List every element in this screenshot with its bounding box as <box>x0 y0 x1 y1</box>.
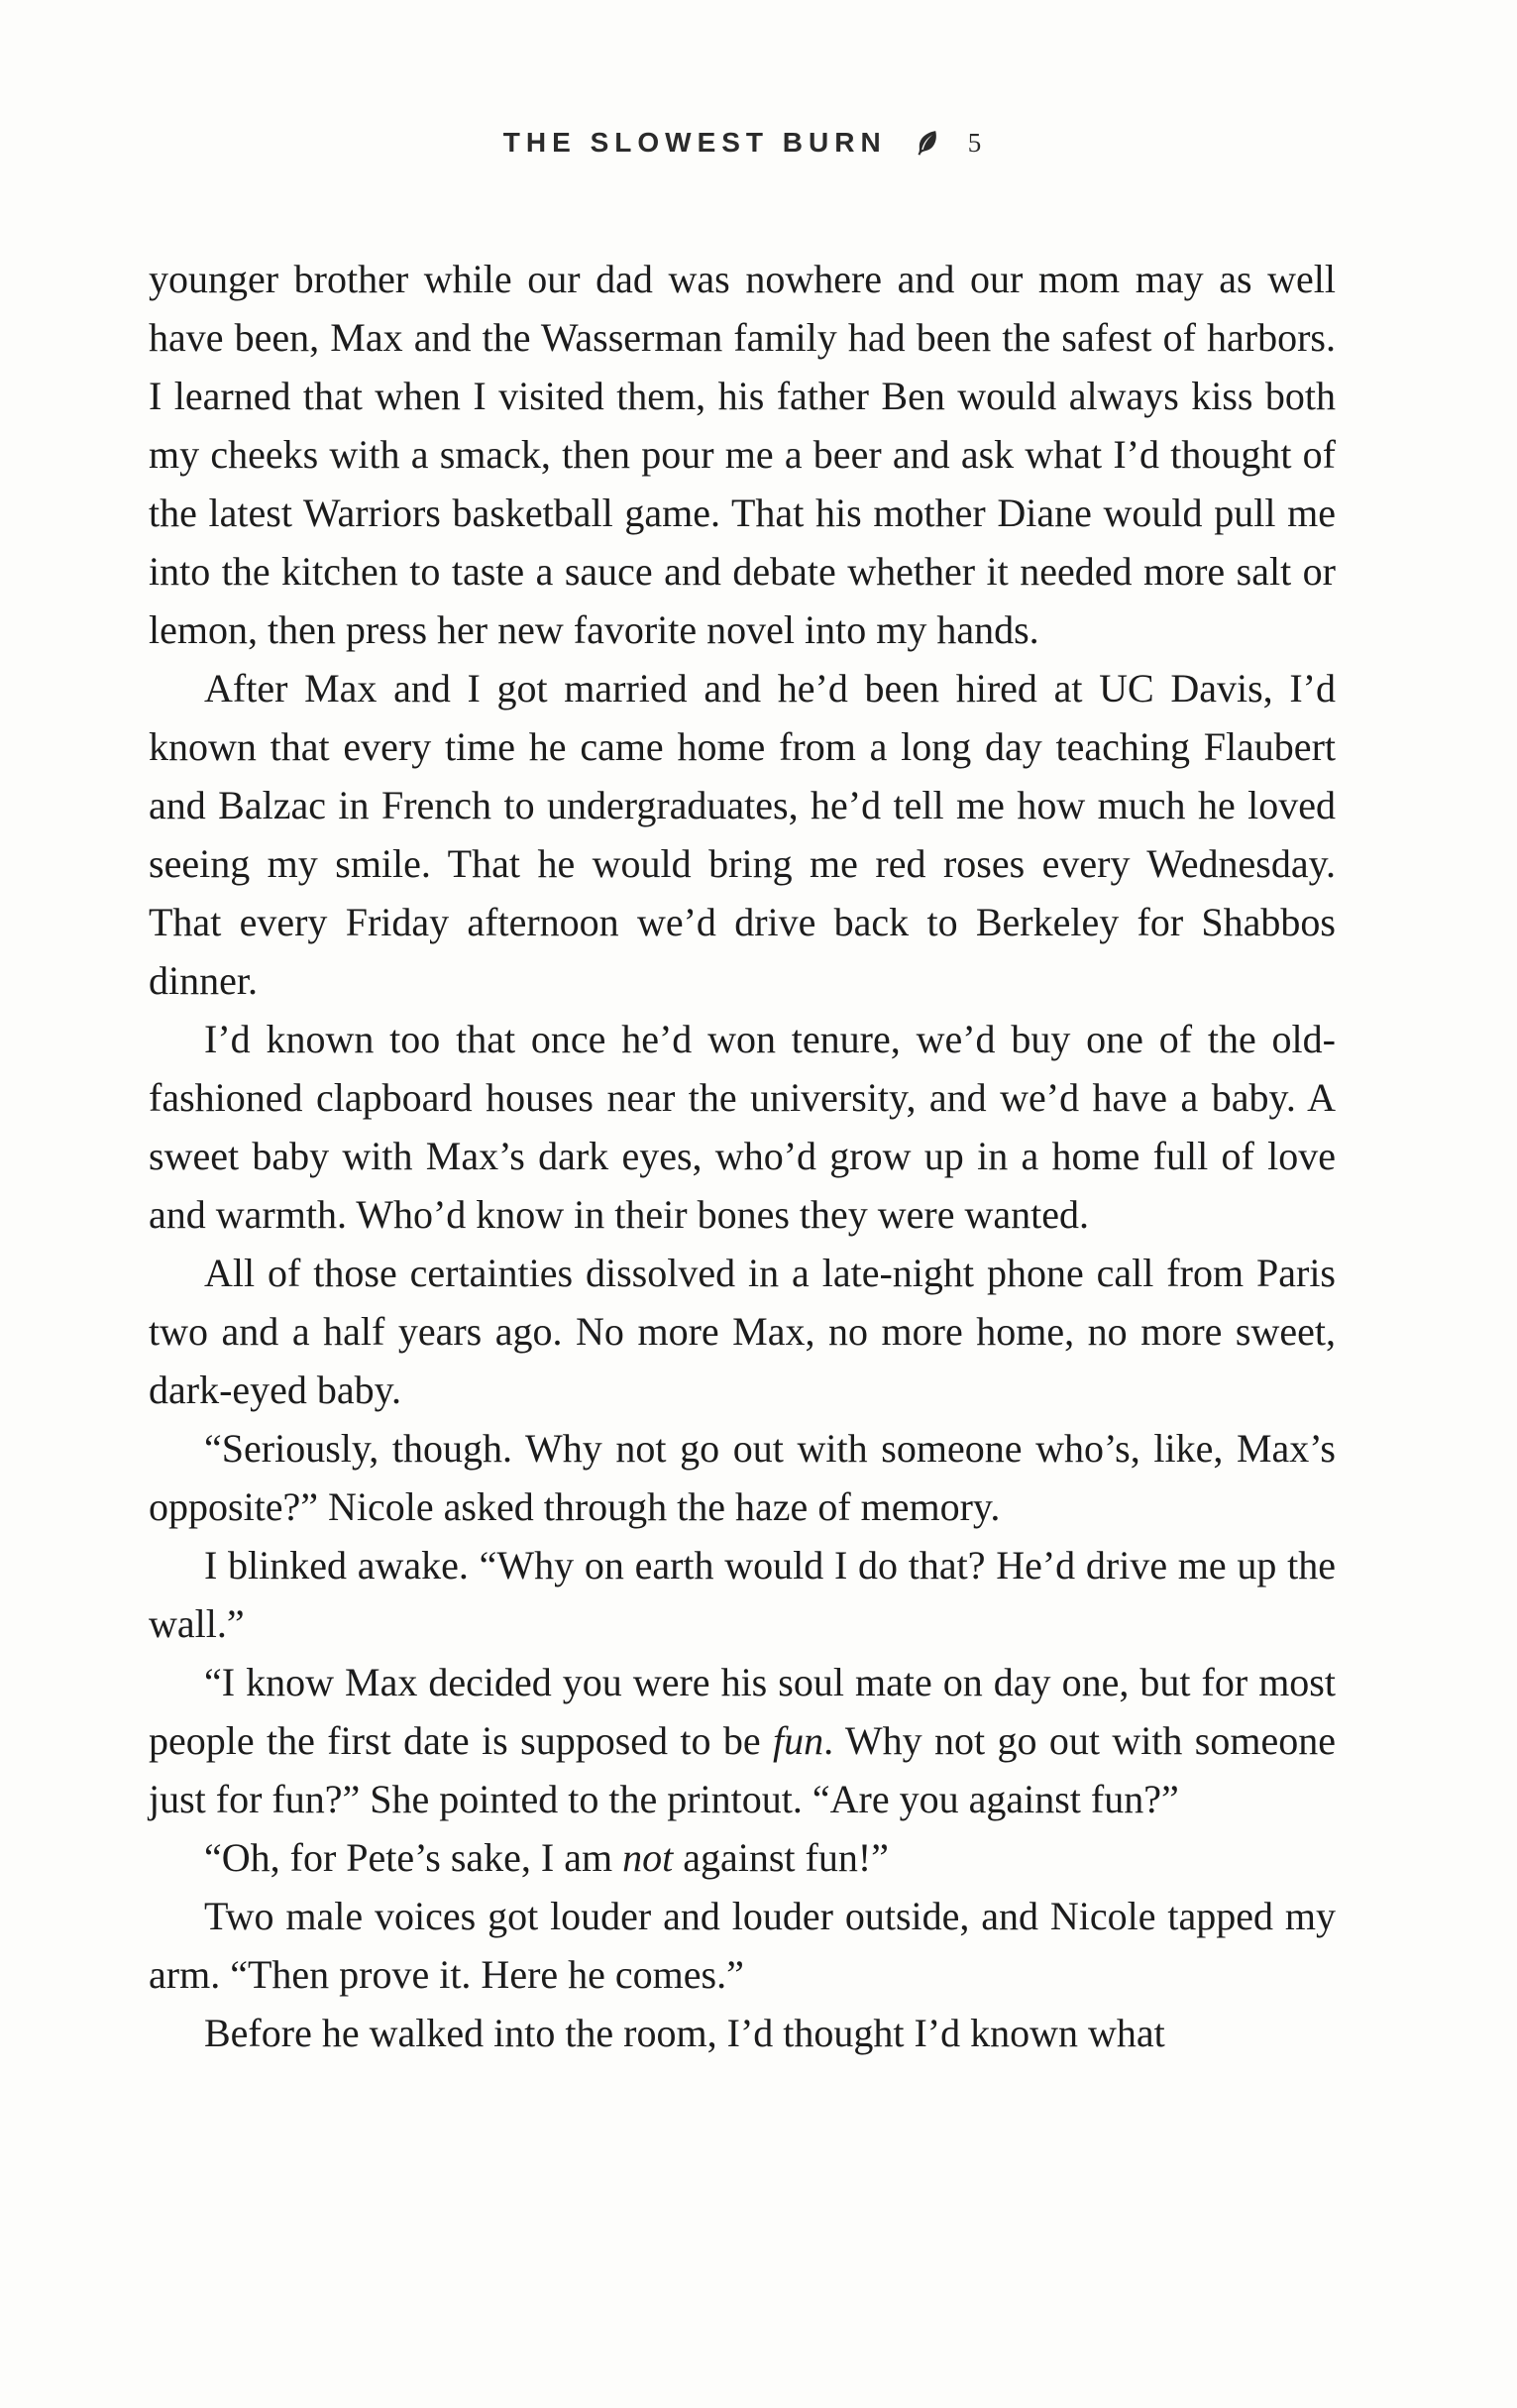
paragraph <box>149 1653 1336 1828</box>
text-run: younger brother while our dad was nowhere and our mom may as well have been, Max and the Wasserman family had been the safest of harbors. I learned that when I visited them, his father Ben would always kiss both my cheeks with a smack, then pour me a beer and ask what I’d thought of the latest Warriors basketball game. That his mother Diane would pull me into the kitchen to taste a sauce and debate whether it needed more salt or lemon, then press her new favorite novel into my hands. <box>149 257 1336 652</box>
text-run: After Max and I got married and he’d been hired at UC Davis, I’d known that every time he came home from a long day teaching Flaubert and Balzac in French to undergraduates, he’d tell me how much he loved seeing my smile. That he would bring me red roses every Wednesday. That every Friday afternoon we’d drive back to Berkeley for Shabbos dinner. <box>149 666 1336 1003</box>
text-run: “Seriously, though. Why not go out with someone who’s, like, Max’s opposite?” Nicole asked through the haze of memory. <box>149 1426 1336 1529</box>
italic-text-run: not <box>622 1835 674 1880</box>
leaf-icon <box>913 128 942 158</box>
text-run: Two male voices got louder and louder outside, and Nicole tapped my arm. “Then prove it. Here he comes.” <box>149 1894 1336 1997</box>
text-run: I’d known too that once he’d won tenure, we’d buy one of the old-fashioned clapboard houses near the university, and we’d have a baby. A sweet baby with Max’s dark eyes, who’d grow up in a home full of love and warmth. Who’d know in their bones they were wanted. <box>149 1017 1336 1237</box>
text-run: I blinked awake. “Why on earth would I do that? He’d drive me up the wall.” <box>149 1543 1336 1646</box>
text-block <box>149 127 1336 2062</box>
text-run: “I know Max decided you were his soul mate on day one, but for most people the first date is supposed to be <box>149 1660 1336 1763</box>
paragraph <box>149 1828 1336 1887</box>
italic-text-run: fun <box>773 1718 824 1763</box>
text-run: against fun!” <box>673 1835 889 1880</box>
text-run: “Oh, for Pete’s sake, I am <box>204 1835 623 1880</box>
paragraph <box>149 250 1336 659</box>
page-body <box>149 250 1336 2062</box>
paragraph <box>149 1244 1336 1419</box>
text-run: All of those certainties dissolved in a late-night phone call from Paris two and a half years ago. No more Max, no more home, no more sweet, dark-eyed baby. <box>149 1251 1336 1412</box>
paragraph <box>149 659 1336 1010</box>
running-header <box>149 127 1336 159</box>
paragraph <box>149 1536 1336 1653</box>
paragraph <box>149 1010 1336 1244</box>
text-run: Before he walked into the room, I’d thought I’d known what <box>204 2011 1165 2055</box>
text-run: . Why not go out with someone just for fun?” She pointed to the printout. “Are you against fun?” <box>149 1718 1336 1821</box>
running-title: THE SLOWEST BURN <box>502 127 887 158</box>
paragraph <box>149 1887 1336 2004</box>
page-number: 5 <box>967 127 982 158</box>
paragraph <box>149 2004 1336 2062</box>
paragraph <box>149 1419 1336 1536</box>
